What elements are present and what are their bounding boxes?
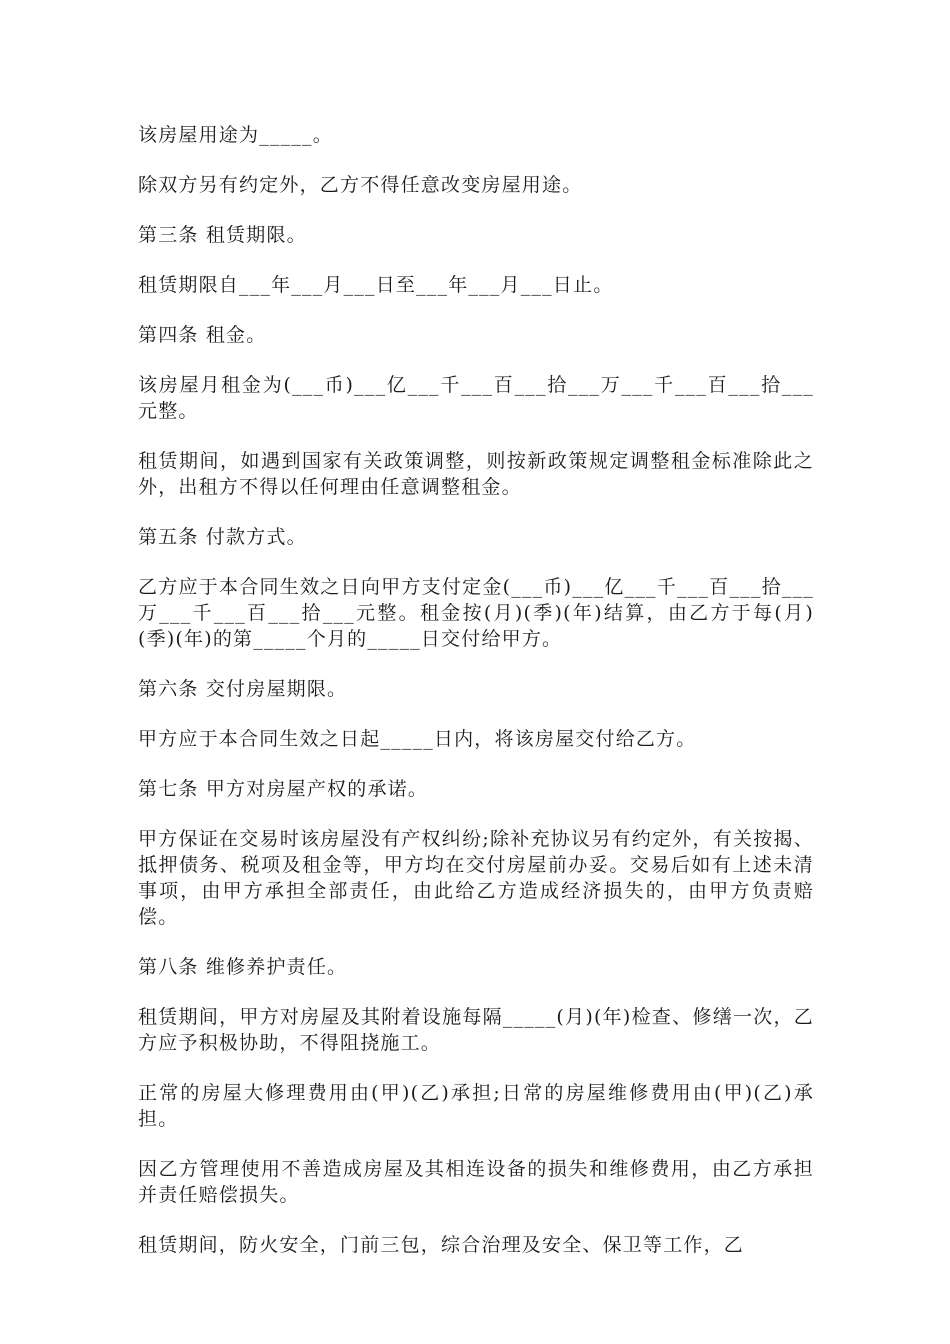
paragraph-damage-liability: 因乙方管理使用不善造成房屋及其相连设备的损失和维修费用，由乙方承担并责任赔偿损失。 xyxy=(138,1158,814,1206)
paragraph-repair-costs: 正常的房屋大修理费用由(甲)(乙)承担;日常的房屋维修费用由(甲)(乙)承担。 xyxy=(138,1082,814,1130)
article-6-heading: 第六条 交付房屋期限。 xyxy=(138,678,348,700)
paragraph-usage: 该房屋用途为_____。 xyxy=(138,124,333,146)
paragraph-inspection: 租赁期间，甲方对房屋及其附着设施每隔_____(月)(年)检查、修缮一次，乙方应予积极协助，不得阻挠施工。 xyxy=(138,1006,814,1054)
paragraph-rent-adjustment: 租赁期间，如遇到国家有关政策调整，则按新政策规定调整租金标准除此之外，出租方不得以任何理由任意调整租金。 xyxy=(138,450,814,498)
paragraph-lease-term: 租赁期限自___年___月___日至___年___月___日止。 xyxy=(138,274,614,296)
paragraph-usage-restriction: 除双方另有约定外，乙方不得任意改变房屋用途。 xyxy=(138,174,583,196)
article-4-heading: 第四条 租金。 xyxy=(138,324,267,346)
article-5-heading: 第五条 付款方式。 xyxy=(138,526,307,548)
paragraph-safety-duties: 租赁期间，防火安全，门前三包，综合治理及安全、保卫等工作，乙 xyxy=(138,1234,745,1256)
article-7-heading: 第七条 甲方对房屋产权的承诺。 xyxy=(138,778,429,800)
paragraph-monthly-rent: 该房屋月租金为(___币)___亿___千___百___拾___万___千___百___拾___元整。 xyxy=(138,374,814,422)
contract-page xyxy=(138,122,814,1282)
paragraph-title-guarantee: 甲方保证在交易时该房屋没有产权纠纷;除补充协议另有约定外，有关按揭、抵押债务、税项及租金等，甲方均在交付房屋前办妥。交易后如有上述未清事项，由甲方承担全部责任，由此给乙方造成经济损失的，由甲方负责赔偿。 xyxy=(138,828,814,928)
paragraph-delivery-deadline: 甲方应于本合同生效之日起_____日内，将该房屋交付给乙方。 xyxy=(138,728,697,750)
paragraph-payment-method: 乙方应于本合同生效之日向甲方支付定金(___币)___亿___千___百___拾___万___千___百___拾___元整。租金按(月)(季)(年)结算，由乙方于每(月)(季)(年)的第_____个月的_____日交付给甲方。 xyxy=(138,576,814,650)
article-8-heading: 第八条 维修养护责任。 xyxy=(138,956,348,978)
article-3-heading: 第三条 租赁期限。 xyxy=(138,224,307,246)
